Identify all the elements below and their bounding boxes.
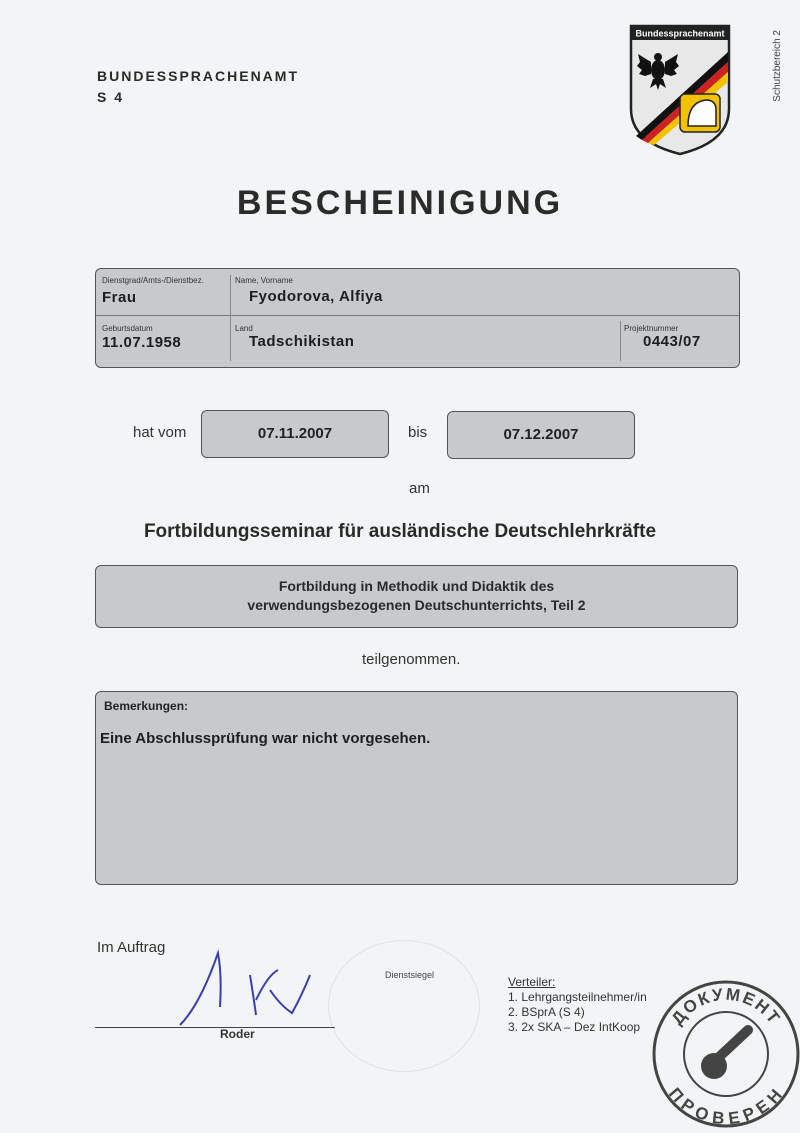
organization-header [97,66,299,108]
emblem-shield-icon [628,24,732,156]
handwritten-signature [170,945,330,1035]
from-date: 07.11.2007 [201,410,389,458]
name-label: Name, Vorname [235,276,293,285]
at-label: am [409,480,430,497]
dob-value: 11.07.1958 [102,334,182,351]
participated-text: teilgenommen. [362,651,461,668]
distribution-heading: Verteiler: [508,975,556,989]
country-value: Tadschikistan [249,333,355,350]
dob-label: Geburtsdatum [102,324,153,333]
country-label: Land [235,324,253,333]
remarks-text: Eine Abschlussprüfung war nicht vorgesehen. [100,730,431,747]
seminar-title: Fortbildungsseminar für ausländische Deutschlehrkräfte [143,521,657,542]
name-value: Fyodorova, Alfiya [249,288,383,305]
remarks-box [95,691,738,885]
org-name: BUNDESSPRACHENAMT [97,68,300,84]
topic-box [95,565,738,628]
document-title: BESCHEINIGUNG [236,184,564,222]
official-seal-area [328,940,480,1072]
signer-name: Roder [220,1027,255,1041]
verified-stamp-icon [652,980,800,1128]
personal-data-box [95,268,740,368]
signature-line [95,1027,335,1028]
seal-label: Dienstsiegel [385,970,435,980]
svg-text:ПРОВЕРЕН [665,1084,787,1128]
to-date: 07.12.2007 [447,411,635,459]
protection-label: Schutzbereich 2 [772,30,783,102]
distribution-list [508,975,647,1035]
from-label: hat vom [133,424,187,441]
distribution-item: 1. Lehrgangsteilnehmer/in [508,990,647,1004]
rank-value: Frau [102,289,137,306]
to-label: bis [408,424,428,441]
topic-line-1: Fortbildung in Methodik und Didaktik des [278,578,555,594]
org-department: S 4 [97,89,125,105]
on-behalf-label: Im Auftrag [97,939,166,956]
distribution-item: 3. 2x SKA – Dez IntKoop [508,1020,641,1034]
protection-area [772,30,786,140]
stamp-bottom-text: ПРОВЕРЕН [664,1084,788,1128]
distribution-item: 2. BSprA (S 4) [508,1005,585,1019]
stamp-top-text: ДОКУМЕНТ [667,984,785,1029]
project-value: 0443/07 [643,333,701,350]
emblem-label: Bundessprachenamt [635,28,725,39]
topic-line-2: verwendungsbezogenen Deutschunterrichts, Teil 2 [247,597,586,613]
rank-label: Dienstgrad/Amts-/Dienstbez. [102,276,204,285]
svg-text:ДОКУМЕНТ [668,985,785,1029]
project-label: Projektnummer [624,324,679,333]
remarks-label: Bemerkungen: [104,699,189,713]
